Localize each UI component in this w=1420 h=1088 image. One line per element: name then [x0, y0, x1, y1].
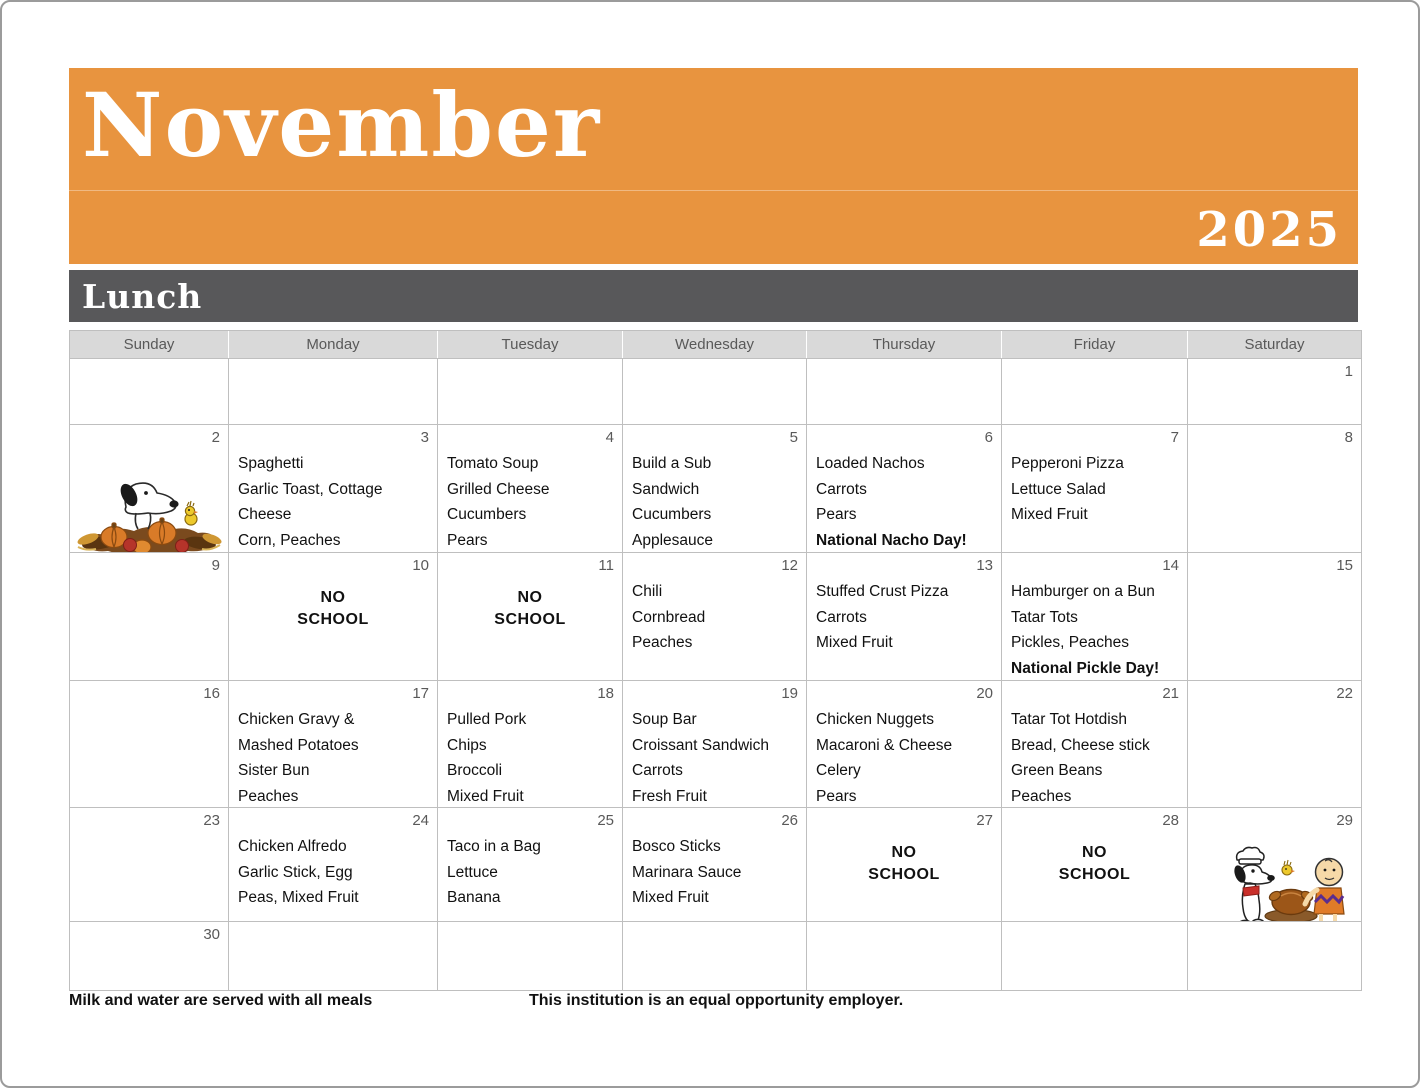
date-number: 20	[976, 685, 993, 702]
menu-line: Pepperoni Pizza	[1011, 455, 1124, 472]
menu-line: Celery	[816, 762, 861, 779]
calendar-cell-4	[438, 425, 622, 552]
menu-line: Chicken Alfredo	[238, 838, 347, 855]
calendar-cell-22	[1188, 681, 1361, 807]
menu-line: Cheese	[238, 506, 292, 523]
menu-list	[623, 575, 806, 656]
calendar-cell-empty	[623, 922, 806, 990]
date-number: 22	[1336, 685, 1353, 702]
menu-list	[229, 703, 437, 807]
no-school-note	[1002, 830, 1187, 886]
meal-bar	[69, 270, 1358, 322]
calendar-cell-empty	[229, 922, 437, 990]
calendar-cell-16	[70, 681, 228, 807]
date-number	[623, 922, 806, 944]
menu-line: Cucumbers	[632, 506, 712, 523]
meal-title: Lunch	[82, 276, 203, 316]
menu-line: Carrots	[816, 608, 867, 626]
menu-line: Peas, Mixed Fruit	[238, 889, 359, 906]
date-number: 6	[984, 429, 993, 446]
menu-line: Carrots	[632, 762, 683, 779]
menu-list	[807, 447, 1001, 552]
no-school-note	[229, 575, 437, 631]
menu-line: Tatar Tot Hotdish	[1011, 711, 1128, 728]
date-number: 10	[412, 557, 429, 574]
menu-line: NO	[517, 589, 543, 606]
date-number	[438, 922, 622, 944]
date-number: 18	[597, 685, 614, 702]
calendar-cell-empty	[229, 359, 437, 424]
menu-line: Cucumbers	[447, 506, 527, 523]
day-header-monday: Monday	[229, 331, 437, 358]
menu-line: Pears	[447, 531, 488, 549]
calendar-cell-15	[1188, 553, 1361, 680]
menu-line: Chicken Nuggets	[816, 711, 935, 728]
menu-line: Mixed Fruit	[816, 634, 893, 651]
calendar-cell-29	[1188, 808, 1361, 921]
date-number	[438, 359, 622, 381]
date-number	[623, 359, 806, 381]
menu-line: Loaded Nachos	[816, 455, 925, 472]
date-number: 30	[203, 926, 220, 943]
menu-list	[1002, 575, 1187, 680]
menu-line: SCHOOL	[868, 866, 940, 883]
date-number: 4	[605, 429, 614, 446]
menu-line: Chips	[447, 736, 487, 754]
calendar-cell-13	[807, 553, 1001, 680]
menu-list	[807, 703, 1001, 807]
menu-list	[623, 830, 806, 911]
date-number: 12	[781, 557, 798, 574]
menu-line: Pickles, Peaches	[1011, 634, 1130, 651]
menu-list	[1002, 703, 1187, 807]
menu-line: Stuffed Crust Pizza	[816, 583, 949, 600]
calendar-cell-9	[70, 553, 228, 680]
date-number: 29	[1336, 812, 1353, 829]
calendar-cell-2	[70, 425, 228, 552]
menu-line: Peaches	[1011, 787, 1072, 805]
menu-list	[623, 703, 806, 807]
date-number: 25	[597, 812, 614, 829]
day-header-tuesday: Tuesday	[438, 331, 622, 358]
calendar-cell-7	[1002, 425, 1187, 552]
menu-line: Mixed Fruit	[1011, 506, 1088, 523]
menu-line: Spaghetti	[238, 455, 304, 472]
calendar-cell-12	[623, 553, 806, 680]
menu-line: SCHOOL	[494, 611, 566, 628]
month-banner	[69, 68, 1358, 264]
date-number: 5	[789, 429, 798, 446]
calendar-grid	[69, 330, 1362, 991]
calendar-cell-18	[438, 681, 622, 807]
date-number	[229, 922, 437, 944]
date-number: 15	[1336, 557, 1353, 574]
menu-line: Peaches	[238, 787, 299, 805]
day-header-sunday: Sunday	[70, 331, 228, 358]
calendar-cell-empty	[623, 359, 806, 424]
date-number: 1	[1344, 363, 1353, 380]
menu-line: Soup Bar	[632, 711, 697, 728]
menu-line: Build a Sub	[632, 455, 712, 472]
menu-line: Sister Bun	[238, 762, 310, 779]
menu-line: Applesauce	[632, 531, 714, 549]
calendar-cell-19	[623, 681, 806, 807]
footer-note-eoe: This institution is an equal opportunity employer.	[529, 992, 904, 1009]
date-number: 19	[781, 685, 798, 702]
menu-line: Broccoli	[447, 762, 503, 779]
date-number: 17	[412, 685, 429, 702]
calendar-cell-empty	[1188, 922, 1361, 990]
calendar-cell-24	[229, 808, 437, 921]
calendar-cell-11	[438, 553, 622, 680]
menu-list	[438, 447, 622, 552]
menu-list	[229, 830, 437, 911]
menu-line: Fresh Fruit	[632, 787, 707, 805]
date-number	[807, 922, 1001, 944]
calendar-cell-27	[807, 808, 1001, 921]
date-number: 28	[1162, 812, 1179, 829]
calendar-cell-23	[70, 808, 228, 921]
date-number: 7	[1170, 429, 1179, 446]
date-number: 8	[1344, 429, 1353, 446]
no-school-note	[438, 575, 622, 631]
date-number	[1188, 922, 1361, 944]
menu-list	[623, 447, 806, 552]
date-number: 16	[203, 685, 220, 702]
menu-line: Corn, Peaches	[238, 531, 341, 549]
date-number: 3	[420, 429, 429, 446]
menu-line: Pulled Pork	[447, 711, 527, 728]
calendar-cell-14	[1002, 553, 1187, 680]
calendar-cell-20	[807, 681, 1001, 807]
menu-list	[438, 703, 622, 807]
menu-line: NO	[1082, 844, 1107, 861]
date-number: 24	[412, 812, 429, 829]
calendar-cell-26	[623, 808, 806, 921]
menu-line: Pears	[816, 787, 857, 805]
menu-line: Mashed Potatoes	[238, 736, 359, 754]
menu-line: Chili	[632, 583, 663, 600]
day-header-saturday: Saturday	[1188, 331, 1361, 358]
calendar-cell-8	[1188, 425, 1361, 552]
calendar-cell-28	[1002, 808, 1187, 921]
calendar-cell-empty	[1002, 922, 1187, 990]
menu-line: Banana	[447, 889, 501, 906]
menu-line: National Pickle Day!	[1011, 659, 1160, 677]
menu-line: Cornbread	[632, 608, 706, 626]
date-number: 27	[976, 812, 993, 829]
calendar-cell-10	[229, 553, 437, 680]
menu-line: Mixed Fruit	[632, 889, 709, 906]
date-number: 26	[781, 812, 798, 829]
calendar-cell-6	[807, 425, 1001, 552]
calendar-cell-25	[438, 808, 622, 921]
date-number: 2	[211, 429, 220, 446]
footer-note-milk: Milk and water are served with all meals	[69, 992, 373, 1009]
menu-line: Marinara Sauce	[632, 863, 742, 881]
menu-line: Sandwich	[632, 480, 700, 498]
menu-line: SCHOOL	[1058, 866, 1131, 883]
calendar-cell-empty	[70, 359, 228, 424]
menu-line: Lettuce Salad	[1011, 480, 1106, 498]
menu-list	[1002, 447, 1187, 528]
menu-line: Macaroni & Cheese	[816, 736, 953, 754]
snoopy-charlie-brown-turkey-clipart	[1223, 844, 1357, 921]
calendar-cell-empty	[807, 359, 1001, 424]
menu-line: SCHOOL	[297, 611, 369, 628]
date-number: 14	[1162, 557, 1179, 574]
menu-line: Garlic Stick, Egg	[238, 863, 353, 881]
date-number	[1002, 359, 1187, 381]
menu-line: NO	[320, 589, 346, 606]
menu-line: Croissant Sandwich	[632, 736, 769, 754]
date-number	[229, 359, 437, 381]
menu-line: National Nacho Day!	[816, 531, 967, 549]
menu-line: Green Beans	[1011, 762, 1103, 779]
menu-list	[229, 447, 437, 552]
date-number: 13	[976, 557, 993, 574]
menu-list	[807, 575, 1001, 656]
date-number: 11	[598, 557, 614, 574]
calendar-cell-empty	[438, 922, 622, 990]
calendar-cell-21	[1002, 681, 1187, 807]
menu-line: Tomato Soup	[447, 455, 539, 472]
day-header-friday: Friday	[1002, 331, 1187, 358]
menu-line: Lettuce	[447, 863, 498, 881]
calendar-cell-empty	[438, 359, 622, 424]
snoopy-woodstock-harvest-clipart	[76, 473, 222, 552]
calendar-cell-30	[70, 922, 228, 990]
menu-line: Taco in a Bag	[447, 838, 541, 855]
calendar-cell-empty	[807, 922, 1001, 990]
day-header-thursday: Thursday	[807, 331, 1001, 358]
year-label: 2025	[1196, 202, 1342, 258]
menu-line: NO	[891, 844, 917, 861]
menu-line: Pears	[816, 506, 857, 523]
calendar-cell-3	[229, 425, 437, 552]
menu-line: Hamburger on a Bun	[1011, 583, 1155, 600]
banner-divider	[69, 190, 1358, 191]
no-school-note	[807, 830, 1001, 886]
menu-line: Bread, Cheese stick	[1011, 736, 1150, 754]
date-number: 21	[1162, 685, 1179, 702]
menu-list	[438, 830, 622, 911]
calendar-cell-1	[1188, 359, 1361, 424]
day-header-wednesday: Wednesday	[623, 331, 806, 358]
calendar-cell-empty	[1002, 359, 1187, 424]
date-number	[70, 359, 228, 381]
calendar-cell-5	[623, 425, 806, 552]
date-number: 9	[211, 557, 220, 574]
date-number	[807, 359, 1001, 381]
menu-line: Garlic Toast, Cottage	[238, 480, 383, 498]
menu-line: Mixed Fruit	[447, 787, 524, 805]
menu-line: Carrots	[816, 480, 867, 498]
menu-line: Grilled Cheese	[447, 480, 550, 498]
menu-line: Chicken Gravy &	[238, 711, 355, 728]
menu-line: Bosco Sticks	[632, 838, 721, 855]
date-number	[1002, 922, 1187, 944]
month-title: November	[82, 73, 602, 177]
menu-line: Peaches	[632, 634, 693, 651]
menu-line: Tatar Tots	[1011, 608, 1078, 626]
date-number: 23	[203, 812, 220, 829]
calendar-cell-17	[229, 681, 437, 807]
